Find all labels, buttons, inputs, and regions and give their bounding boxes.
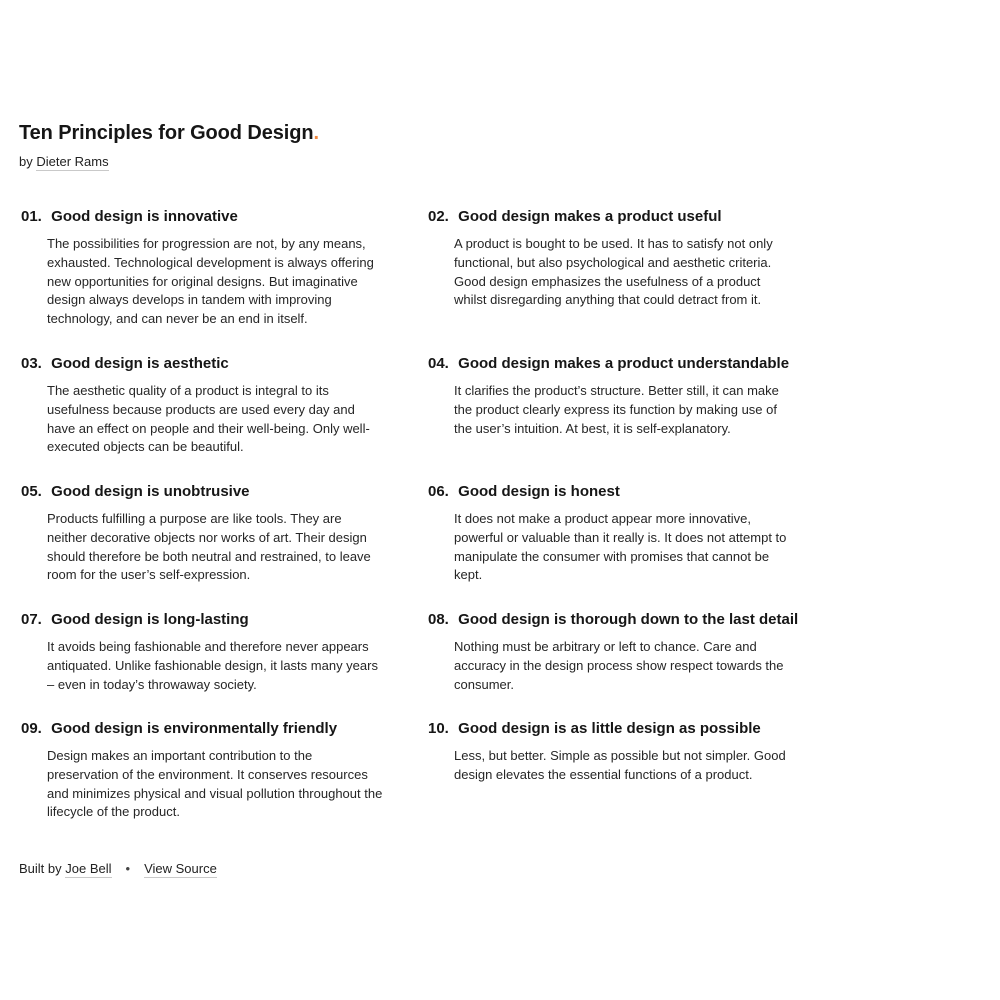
principle-title: Good design is honest bbox=[458, 483, 620, 500]
title-accent-dot: . bbox=[313, 122, 319, 144]
principle-heading bbox=[426, 609, 799, 631]
footer bbox=[19, 859, 217, 879]
builder-link[interactable]: Joe Bell bbox=[65, 861, 112, 876]
principle-heading bbox=[426, 718, 791, 740]
principle-body: A product is bought to be used. It has to satisfy not only functional, but also psychological and aesthetic criteria. Good design emphasizes the usefulness of a product whilst disregarding anything that could detract from it. bbox=[454, 236, 773, 308]
principle-number: 03. bbox=[21, 355, 42, 372]
principle-06 bbox=[426, 481, 791, 585]
principle-title: Good design is innovative bbox=[51, 208, 238, 225]
principle-02 bbox=[426, 206, 791, 310]
principle-number: 07. bbox=[21, 611, 42, 628]
principle-04 bbox=[426, 353, 791, 438]
principle-heading bbox=[426, 206, 791, 228]
page-header bbox=[19, 118, 819, 172]
page-title-text: Ten Principles for Good Design bbox=[19, 122, 314, 144]
principle-number: 08. bbox=[428, 611, 449, 628]
principle-number: 04. bbox=[428, 355, 449, 372]
principle-heading bbox=[19, 206, 384, 228]
page-title bbox=[19, 118, 819, 148]
principle-title: Good design makes a product understandable bbox=[458, 355, 790, 372]
principle-number: 09. bbox=[21, 720, 42, 737]
principle-title: Good design is thorough down to the last detail bbox=[458, 611, 799, 628]
principle-number: 05. bbox=[21, 483, 42, 500]
principle-07 bbox=[19, 609, 384, 694]
principle-number: 01. bbox=[21, 208, 42, 225]
principle-title: Good design is environmentally friendly bbox=[51, 720, 338, 737]
principle-08 bbox=[426, 609, 799, 694]
principle-body: Design makes an important contribution to the preservation of the environment. It conserves resources and minimizes physical and visual pollution throughout the lifecycle of the product. bbox=[47, 748, 383, 820]
principle-number: 10. bbox=[428, 720, 449, 737]
principle-body: It does not make a product appear more innovative, powerful or valuable than it really is. It does not attempt to manipulate the consumer with promises that cannot be kept. bbox=[454, 511, 787, 583]
author-link[interactable]: Dieter Rams bbox=[36, 154, 109, 169]
principle-heading bbox=[426, 481, 791, 503]
principle-body: Less, but better. Simple as possible but not simpler. Good design elevates the essential functions of a product. bbox=[454, 748, 786, 782]
principle-number: 02. bbox=[428, 208, 449, 225]
byline bbox=[19, 152, 819, 172]
view-source-link[interactable]: View Source bbox=[144, 861, 217, 876]
principle-title: Good design is long-lasting bbox=[51, 611, 249, 628]
byline-prefix: by bbox=[19, 154, 37, 169]
principle-03 bbox=[19, 353, 384, 457]
principle-title: Good design is unobtrusive bbox=[51, 483, 250, 500]
principle-10 bbox=[426, 718, 791, 785]
principle-01 bbox=[19, 206, 384, 329]
principle-body: Products fulfilling a purpose are like tools. They are neither decorative objects nor works of art. Their design should therefore be both neutral and restrained, to leave room for the user’s self-expression. bbox=[47, 511, 371, 583]
principle-heading bbox=[19, 609, 384, 631]
principle-title: Good design is as little design as possible bbox=[458, 720, 761, 737]
principle-body: The possibilities for progression are not, by any means, exhausted. Technological development is always offering new opportunities for original designs. But imaginative design always develops in tandem with improving technology, and can never be an end in itself. bbox=[47, 236, 374, 327]
built-by-prefix: Built by bbox=[19, 861, 66, 876]
principle-heading bbox=[19, 718, 384, 740]
principle-number: 06. bbox=[428, 483, 449, 500]
principle-body: The aesthetic quality of a product is integral to its usefulness because products are used every day and have an effect on people and their well-being. Only well-executed objects can be beautiful. bbox=[47, 383, 370, 455]
principle-title: Good design makes a product useful bbox=[458, 208, 722, 225]
principle-title: Good design is aesthetic bbox=[51, 355, 229, 372]
principle-heading bbox=[19, 481, 384, 503]
principle-body: Nothing must be arbitrary or left to chance. Care and accuracy in the design process show respect towards the consumer. bbox=[454, 639, 784, 692]
footer-separator: • bbox=[125, 861, 131, 876]
principle-body: It clarifies the product’s structure. Better still, it can make the product clearly express its function by making use of the user’s intuition. At best, it is self-explanatory. bbox=[454, 383, 779, 436]
principle-body: It avoids being fashionable and therefore never appears antiquated. Unlike fashionable design, it lasts many years – even in today’s throwaway society. bbox=[47, 639, 378, 692]
principle-09 bbox=[19, 718, 384, 822]
principle-heading bbox=[19, 353, 384, 375]
principle-heading bbox=[426, 353, 791, 375]
principle-05 bbox=[19, 481, 384, 585]
